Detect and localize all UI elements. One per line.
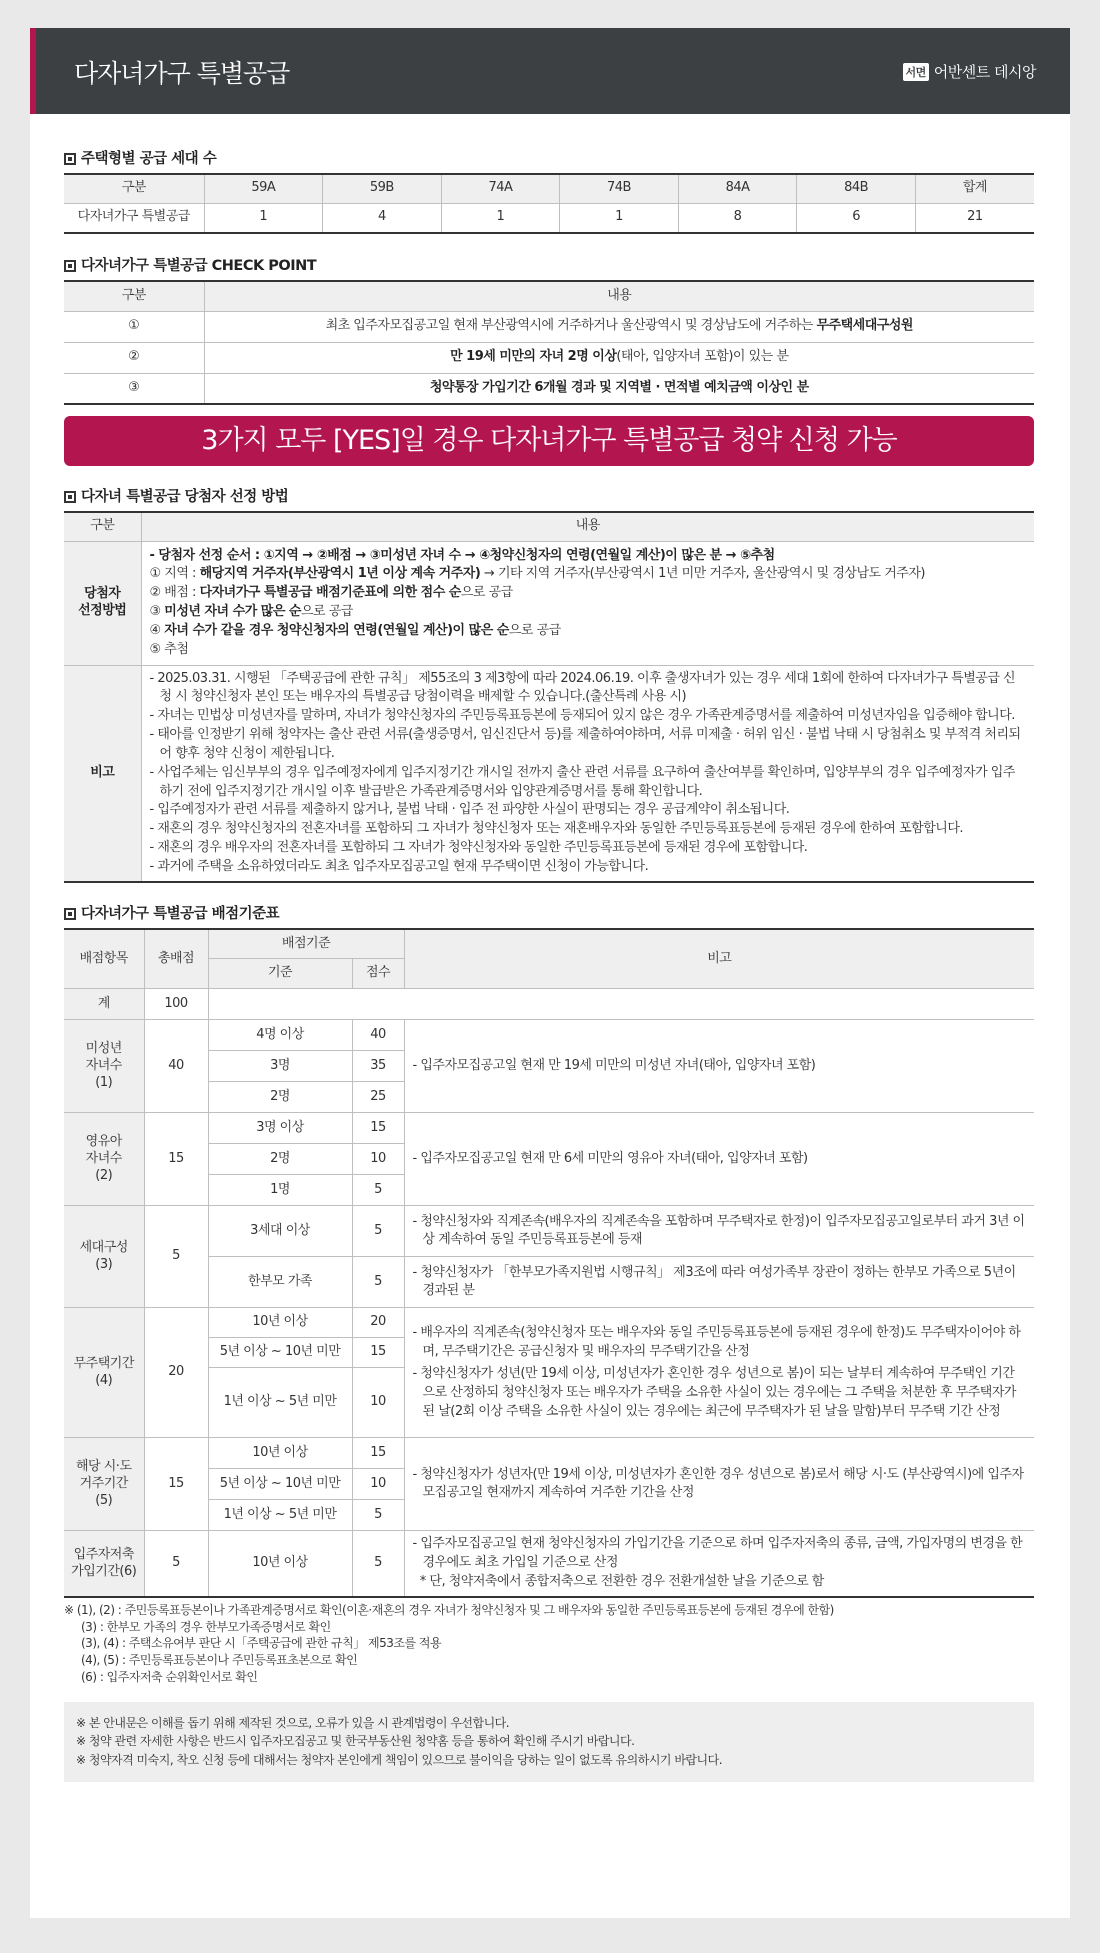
- supply-table: [64, 173, 1034, 234]
- checkpoint-row: [64, 373, 1034, 404]
- score-section-title: 다자녀가구 특별공급 배점기준표: [64, 903, 1034, 925]
- disclaimer-line: ※ 본 안내문은 이해를 돕기 위해 제작된 것으로, 오류가 있을 시 관계법령이 우선합니다.: [76, 1715, 510, 1730]
- score-row: [64, 1308, 1034, 1338]
- score-header-item: 배점항목: [64, 929, 144, 989]
- selection-note-content: [141, 665, 1034, 882]
- checkpoint-row: [64, 342, 1034, 373]
- selection-method-label: 당첨자 선정방법: [64, 541, 141, 665]
- supply-cell: 4: [323, 203, 442, 233]
- score-header-basis: 기준: [208, 959, 352, 989]
- score-header-criteria: 배점기준: [208, 929, 404, 959]
- score-points: 10: [352, 1144, 404, 1175]
- supply-header-cell: 84A: [678, 174, 797, 203]
- score-basis: 5년 이상 ~ 10년 미만: [208, 1469, 352, 1500]
- checkpoint-text: 청약통장 가입기간 6개월 경과 및 지역별 · 면적별 예치금액 이상인 분: [204, 373, 1034, 404]
- selection-header-cell: 내용: [141, 512, 1034, 541]
- selection-method-row: [64, 541, 1034, 665]
- eligibility-banner: 3가지 모두 [YES]일 경우 다자녀가구 특별공급 청약 신청 가능: [64, 416, 1034, 466]
- score-points: 15: [352, 1338, 404, 1368]
- method-line: ④ 자녀 수가 같을 경우 청약신청자의 연령(연월일 계산)이 많은 순으로 공급: [149, 622, 561, 638]
- disclaimer-line: ※ 청약 관련 자세한 사항은 반드시 입주자모집공고 및 한국부동산원 청약홈 등을 통하여 확인해 주시기 바랍니다.: [76, 1734, 635, 1749]
- score-points: 40: [352, 1020, 404, 1051]
- score-points: 5: [352, 1206, 404, 1257]
- supply-header-cell: 합계: [915, 174, 1034, 203]
- score-points: 25: [352, 1082, 404, 1113]
- checkpoint-header-cell: 내용: [204, 281, 1034, 311]
- score-total: 40: [144, 1020, 208, 1113]
- score-points: 35: [352, 1051, 404, 1082]
- supply-cell: 8: [678, 203, 797, 233]
- score-sum-value: 100: [144, 989, 208, 1020]
- page-header: [30, 28, 1070, 114]
- method-line: ⑤ 추첨: [149, 641, 189, 657]
- score-points: 15: [352, 1113, 404, 1144]
- score-basis: 3세대 이상: [208, 1206, 352, 1257]
- square-bullet-icon: [64, 260, 76, 272]
- selection-section-title: 다자녀 특별공급 당첨자 선정 방법: [64, 486, 1034, 508]
- score-note: - 청약신청자가 「한부모가족지원법 시행규칙」 제3조에 따라 여성가족부 장관이 정하는 한부모 가족으로 5년이 경과된 분: [404, 1257, 1034, 1308]
- square-bullet-icon: [64, 491, 76, 503]
- score-row: [64, 1257, 1034, 1308]
- score-basis: 10년 이상: [208, 1531, 352, 1597]
- score-row: [64, 1531, 1034, 1597]
- score-item: 입주자저축 가입기간(6): [64, 1531, 144, 1597]
- note-line: - 2025.03.31. 시행된 「주택공급에 관한 규칙」 제55조의 3 제3항에 따라 2024.06.19. 이후 출생자녀가 있는 경우 세대 1회에 한하여 다자녀가구 특별공급 신청 시 청약신청자 본인 또는 배우자의 특별공급 당첨이력을 배제할 수 있습니다.(출산특례 사용 시): [149, 670, 1016, 705]
- checkpoint-header-cell: 구분: [64, 281, 204, 311]
- score-header-points: 점수: [352, 959, 404, 989]
- score-note: - 배우자의 직계존속(청약신청자 또는 배우자와 동일 주민등록표등본에 등재된 경우에 한정)도 무주택자이어야 하며, 무주택기간은 공급신청자 및 배우자의 무주택기간을 산정 - 청약신청자가 성년(만 19세 이상, 미성년자가 혼인한 경우 성년으로 봄)이 되는 날부터 계속하여 무주택인 기간으로 산정하되 청약신청자 또는 배우자가 주택을 소유한 사실이 있는 경우에는 그 주택을 처분한 후 무주택자가 된 날(2회 이상 주택을 소유한 사실이 있는 경우에는 최근에 무주택자가 된 날을 말함)부터 무주택 기간 산정: [404, 1308, 1034, 1438]
- checkpoint-number: ③: [64, 373, 204, 404]
- score-basis: 5년 이상 ~ 10년 미만: [208, 1338, 352, 1368]
- score-note: - 입주자모집공고일 현재 만 6세 미만의 영유아 자녀(태아, 입양자녀 포함): [404, 1113, 1034, 1206]
- score-basis: 10년 이상: [208, 1438, 352, 1469]
- score-points: 20: [352, 1308, 404, 1338]
- score-total: 15: [144, 1438, 208, 1531]
- footnote-line: ※ (1), (2) : 주민등록표등본이나 가족관계증명서로 확인(이혼·재혼의 경우 자녀가 청약신청자 및 그 배우자와 동일한 주민등록표등본에 등재된 경우에 한함): [64, 1602, 834, 1617]
- method-line: ③ 미성년 자녀 수가 많은 순으로 공급: [149, 604, 353, 620]
- supply-header-cell: 구분: [64, 174, 204, 203]
- score-points: 10: [352, 1368, 404, 1438]
- method-line: - 당첨자 선정 순서 : ①지역 → ②배점 → ③미성년 자녀 수 → ④청약신청자의 연령(연월일 계산)이 많은 분 → ⑤추첨: [149, 547, 775, 563]
- score-total: 5: [144, 1206, 208, 1308]
- score-basis: 1년 이상 ~ 5년 미만: [208, 1500, 352, 1531]
- score-row: [64, 1020, 1034, 1051]
- score-footnotes: [64, 1602, 1034, 1686]
- score-table: [64, 928, 1034, 1598]
- score-basis: 1명: [208, 1175, 352, 1206]
- score-basis: 3명 이상: [208, 1113, 352, 1144]
- checkpoint-text: 최초 입주자모집공고일 현재 부산광역시에 거주하거나 울산광역시 및 경상남도에 거주하는 무주택세대구성원: [204, 311, 1034, 342]
- note-line: - 재혼의 경우 배우자의 전혼자녀를 포함하되 그 자녀가 청약신청자와 동일한 주민등록표등본에 등재된 경우에 포함합니다.: [149, 840, 808, 856]
- score-header-note: 비고: [404, 929, 1034, 989]
- checkpoint-number: ①: [64, 311, 204, 342]
- checkpoint-text: 만 19세 미만의 자녀 2명 이상(태아, 입양자녀 포함)이 있는 분: [204, 342, 1034, 373]
- score-total: 5: [144, 1531, 208, 1597]
- note-line: - 과거에 주택을 소유하였더라도 최초 입주자모집공고일 현재 무주택이면 신청이 가능합니다.: [149, 859, 649, 874]
- score-row: [64, 1438, 1034, 1469]
- note-line: - 입주예정자가 관련 서류를 제출하지 않거나, 불법 낙태 · 입주 전 파양한 사실이 판명되는 경우 공급계약이 취소됩니다.: [149, 802, 790, 818]
- score-item: 미성년 자녀수 (1): [64, 1020, 144, 1113]
- footnote-line: (3) : 한부모 가족의 경우 한부모가족증명서로 확인: [81, 1619, 331, 1634]
- score-item: 무주택기간 (4): [64, 1308, 144, 1438]
- supply-cell: 6: [797, 203, 916, 233]
- score-basis: 4명 이상: [208, 1020, 352, 1051]
- score-total: 20: [144, 1308, 208, 1438]
- score-basis: 3명: [208, 1051, 352, 1082]
- score-sum-label: 계: [64, 989, 144, 1020]
- score-item: 영유아 자녀수 (2): [64, 1113, 144, 1206]
- page-title: 다자녀가구 특별공급: [74, 59, 290, 88]
- score-points: 15: [352, 1438, 404, 1469]
- supply-header-cell: 74B: [560, 174, 679, 203]
- brand-tag: 서면: [903, 63, 929, 81]
- score-points: 5: [352, 1500, 404, 1531]
- supply-header-row: [64, 174, 1034, 203]
- note-line: - 자녀는 민법상 미성년자를 말하며, 자녀가 청약신청자의 주민등록표등본에 등재되어 있지 않은 경우 가족관계증명서를 제출하여 미성년자임을 입증해야 합니다.: [149, 708, 1015, 724]
- note-line: - 사업주체는 임신부부의 경우 입주예정자에게 입주지정기간 개시일 전까지 출산 관련 서류를 요구하여 출산여부를 확인하며, 입양부부의 경우 입주예정자가 입주하기 전에 입주지정기간 개시일 이후 발급받은 가족관계증명서와 입양관계증명서를 통해 확인합니다.: [149, 764, 1015, 799]
- method-line: ① 지역 : 해당지역 거주자(부산광역시 1년 이상 계속 거주자) → 기타 지역 거주자(부산광역시 1년 미만 거주자, 울산광역시 및 경상남도 거주자): [149, 566, 925, 582]
- supply-header-cell: 84B: [797, 174, 916, 203]
- score-points: 5: [352, 1531, 404, 1597]
- score-note: - 입주자모집공고일 현재 만 19세 미만의 미성년 자녀(태아, 입양자녀 포함): [404, 1020, 1034, 1113]
- checkpoint-section-title: 다자녀가구 특별공급 CHECK POINT: [64, 255, 1034, 277]
- notice-sheet: [30, 28, 1070, 1918]
- disclaimer-line: ※ 청약자격 미숙지, 착오 신청 등에 대해서는 청약자 본인에게 책임이 있으므로 불이익을 당하는 일이 없도록 유의하시기 바랍니다.: [76, 1753, 723, 1768]
- score-basis: 한부모 가족: [208, 1257, 352, 1308]
- score-points: 5: [352, 1257, 404, 1308]
- score-total: 15: [144, 1113, 208, 1206]
- selection-note-row: [64, 665, 1034, 882]
- checkpoint-table: [64, 280, 1034, 405]
- disclaimer-box: [64, 1702, 1034, 1782]
- score-basis: 2명: [208, 1144, 352, 1175]
- score-item: 세대구성 (3): [64, 1206, 144, 1308]
- checkpoint-row: [64, 311, 1034, 342]
- supply-cell: 21: [915, 203, 1034, 233]
- selection-note-label: 비고: [64, 665, 141, 882]
- score-item: 해당 시·도 거주기간 (5): [64, 1438, 144, 1531]
- checkpoint-header-row: [64, 281, 1034, 311]
- supply-cell: 1: [560, 203, 679, 233]
- score-note: - 청약신청자와 직계존속(배우자의 직계존속을 포함하며 무주택자로 한정)이 입주자모집공고일로부터 과거 3년 이상 계속하여 동일 주민등록표등본에 등재: [404, 1206, 1034, 1257]
- score-header-total: 총배점: [144, 929, 208, 989]
- selection-header-cell: 구분: [64, 512, 141, 541]
- score-row: [64, 1113, 1034, 1144]
- supply-header-cell: 59A: [204, 174, 323, 203]
- footnote-line: (4), (5) : 주민등록표등본이나 주민등록표초본으로 확인: [81, 1653, 358, 1668]
- supply-cell: 1: [441, 203, 560, 233]
- content: [64, 148, 1034, 1782]
- score-basis: 2명: [208, 1082, 352, 1113]
- score-row: [64, 1206, 1034, 1257]
- score-points: 10: [352, 1469, 404, 1500]
- supply-cell: 1: [204, 203, 323, 233]
- selection-method-content: [141, 541, 1034, 665]
- supply-header-cell: 59B: [323, 174, 442, 203]
- score-points: 5: [352, 1175, 404, 1206]
- selection-table: [64, 511, 1034, 883]
- brand-logo: [903, 61, 1036, 82]
- supply-row: [64, 203, 1034, 233]
- score-header-row: [64, 929, 1034, 959]
- selection-header-row: [64, 512, 1034, 541]
- score-basis: 1년 이상 ~ 5년 미만: [208, 1368, 352, 1438]
- note-line: - 태아를 인정받기 위해 청약자는 출산 관련 서류(출생증명서, 임신진단서 등)를 제출하여야하며, 서류 미제출 · 허위 임신 · 불법 낙태 시 당첨취소 및 부적격 처리되어 향후 청약 신청이 제한됩니다.: [149, 727, 1021, 761]
- method-line: ② 배점 : 다자녀가구 특별공급 배점기준표에 의한 점수 순으로 공급: [149, 585, 513, 601]
- square-bullet-icon: [64, 908, 76, 920]
- footnote-line: (3), (4) : 주택소유여부 판단 시「주택공급에 관한 규칙」 제53조를 적용: [81, 1636, 442, 1651]
- note-line: - 재혼의 경우 청약신청자의 전혼자녀를 포함하되 그 자녀가 청약신청자 또는 재혼배우자와 동일한 주민등록표등본에 등재된 경우에 한하여 포함합니다.: [149, 821, 964, 837]
- supply-section-title: 주택형별 공급 세대 수: [64, 148, 1034, 170]
- score-note: - 입주자모집공고일 현재 청약신청자의 가입기간을 기준으로 하며 입주자저축의 종류, 금액, 가입자명의 변경을 한 경우에도 최초 가입일 기준으로 산정 * 단, 청약저축에서 종합저축으로 전환한 경우 전환개설한 날을 기준으로 함: [404, 1531, 1034, 1597]
- score-note: - 청약신청자가 성년자(만 19세 이상, 미성년자가 혼인한 경우 성년으로 봄)로서 해당 시·도 (부산광역시)에 입주자모집공고일 현재까지 계속하여 거주한 기간을 산정: [404, 1438, 1034, 1531]
- square-bullet-icon: [64, 153, 76, 165]
- score-sum-row: [64, 989, 1034, 1020]
- checkpoint-number: ②: [64, 342, 204, 373]
- footnote-line: (6) : 입주자저축 순위확인서로 확인: [81, 1670, 258, 1685]
- score-basis: 10년 이상: [208, 1308, 352, 1338]
- brand-name: 어반센트 데시앙: [933, 63, 1036, 81]
- supply-header-cell: 74A: [441, 174, 560, 203]
- supply-cell: 다자녀가구 특별공급: [64, 203, 204, 233]
